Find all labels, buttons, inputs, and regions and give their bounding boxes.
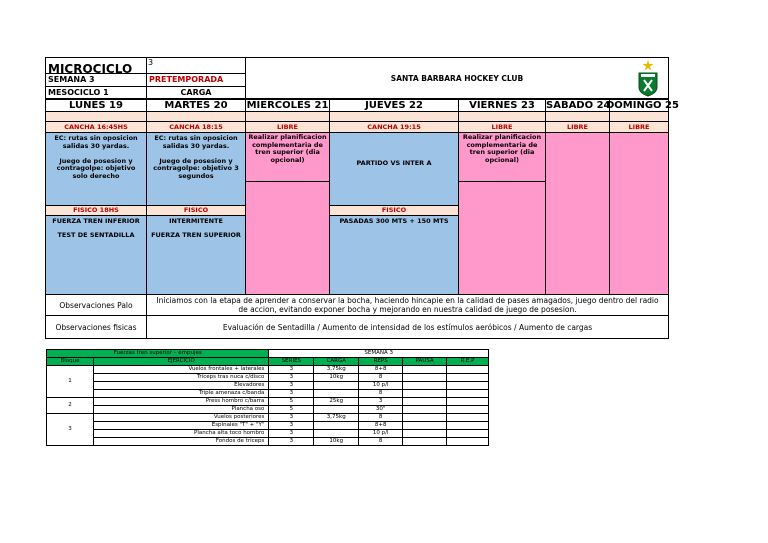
thursday-fisico-detail [329,215,459,295]
series-cell: 3 [269,414,314,422]
exercise-table-week: SEMANA 3 [269,350,489,358]
reps-cell: 3 [359,398,403,406]
reps-cell: 30" [359,406,403,414]
microciclo-cell [45,57,147,74]
day-header-monday: LUNES 19 [45,99,147,112]
monday-fisico-line1: FUERZA TREN INFERIOR [52,217,140,225]
reps-cell: 10 p/l [359,430,403,438]
microciclo-label: MICROCICLO [48,62,133,76]
pausa-cell [403,430,447,438]
monday-main: EC: rutas sin oposicion salidas 30 yardas. Juego de posesion y contragolpe: objetivo solo derecho [45,132,147,206]
monday-session: CANCHA 16:45HS [45,121,147,133]
table-row [47,438,489,446]
thursday-session: CANCHA 19:15 [329,121,459,133]
rep-cell [447,422,489,430]
col-header: EJERCICIO [93,358,269,366]
rep-cell [447,398,489,406]
series-cell: 3 [269,422,314,430]
carga-cell [314,422,359,430]
reps-cell: 8 [359,390,403,398]
ejercicio-cell: Fondos de triceps [93,438,269,446]
table-row [47,366,489,374]
carga-cell: 3,75kg [314,414,359,422]
carga-cell: 25kg [314,398,359,406]
friday-main [458,132,546,182]
exercise-table-title: Fuerzas tren superior – empujes [47,350,269,358]
day-header-friday: VIERNES 23 [458,99,546,112]
tuesday-fisico-line1: INTERMITENTE [169,217,223,225]
rep-cell [447,374,489,382]
table-row [47,414,489,422]
rep-cell [447,430,489,438]
ejercicio-cell: Triceps tras nuca c/disco [93,374,269,382]
ejercicio-cell: Plancha oso [93,406,269,414]
col-header: R.E.P [447,358,489,366]
microciclo-value: 3 [146,57,246,74]
day-header-wednesday: MIERCOLES 21 [246,100,329,111]
carga-cell: 10kg [314,374,359,382]
wednesday-session: LIBRE [245,121,330,133]
friday-main-text: Realizar planificacion complementaria de tren superior (dia opcional) [462,133,542,164]
tuesday-fisico-detail [146,215,246,295]
observaciones-palo-label: Observaciones Palo [45,294,147,316]
col-header: REPS [359,358,403,366]
thursday-fisico: FISICO [329,205,459,216]
monday-fisico: FISICO 18HS [45,205,147,216]
pausa-cell [403,406,447,414]
table-row [47,406,489,414]
saturday-main [545,132,610,295]
pausa-cell [403,390,447,398]
observaciones-fisicas-text: Evaluación de Sentadilla / Aumento de intensidad de los estímulos aeróbicos / Aumento de cargas [146,315,669,339]
day-header-thursday: JUEVES 22 [329,99,459,112]
pausa-cell [403,374,447,382]
pausa-cell [403,398,447,406]
monday-fisico-line2: TEST DE SENTADILLA [57,230,135,239]
table-row [47,382,489,390]
carga-cell [314,382,359,390]
friday-session: LIBRE [458,121,546,133]
saturday-session: LIBRE [545,121,610,133]
carga-cell: 10kg [314,438,359,446]
ejercicio-cell: Espinales "T" + "Y" [93,422,269,430]
ejercicio-cell: Vuelos posteriores [93,414,269,422]
rep-cell [447,438,489,446]
thursday-fisico-line1: PASADAS 300 MTS + 150 MTS [339,217,449,225]
series-cell: 5 [269,406,314,414]
monday-fisico-detail [45,215,147,295]
thursday-main: PARTIDO VS INTER A [329,132,459,206]
day-header-tuesday: MARTES 20 [146,99,246,112]
wednesday-main: Realizar planificacion complementaria de tren superior (dia opcional) [245,132,330,182]
col-header: CARGA [314,358,359,366]
pausa-cell [403,366,447,374]
ejercicio-cell: Press hombro c/barra [93,398,269,406]
rep-cell [447,390,489,398]
pausa-cell [403,414,447,422]
carga-label: CARGA [146,86,246,99]
table-row [47,422,489,430]
tuesday-session: CANCHA 18:15 [146,121,246,133]
reps-cell: 8 [359,438,403,446]
col-header: SERIES [269,358,314,366]
carga-cell [314,430,359,438]
rep-cell [447,366,489,374]
mesociclo-label: MESOCICLO 1 [45,86,147,99]
observaciones-palo-text: Iniciamos con la etapa de aprender a conservar la bocha, haciendo hincapie en la calidad de pases amagados, juego dentro del radio de accion, evitando exponer bocha y mejorando en nuestra calidad de juego de posesion. [146,294,669,316]
ejercicio-cell: Plancha alta toco hombro [93,430,269,438]
table-row [47,390,489,398]
ejercicio-cell: Elevadores [93,382,269,390]
ejercicio-cell: Triple amenaza c/banda [93,390,269,398]
table-row [47,398,489,406]
reps-cell: 8 [359,414,403,422]
bloque-cell: 2 [47,398,94,414]
exercise-table-header [47,358,489,366]
series-cell: 3 [269,374,314,382]
day-header-sunday: DOMINGO 25 [606,100,679,111]
rep-cell [447,406,489,414]
pausa-cell [403,422,447,430]
pretemporada-label: PRETEMPORADA [146,73,246,87]
reps-cell: 8 [359,374,403,382]
rep-cell [447,414,489,422]
bloque-cell: 3 [47,414,94,446]
carga-cell: 3,75kg [314,366,359,374]
table-row [47,374,489,382]
tuesday-fisico-line2: FUERZA TREN SUPERIOR [151,230,241,239]
series-cell: 3 [269,438,314,446]
club-name: SANTA BARBARA HOCKEY CLUB [390,74,524,83]
pausa-cell [403,438,447,446]
friday-empty [458,181,546,295]
semana-label: SEMANA 3 [45,73,147,87]
sunday-session: LIBRE [609,121,669,133]
pausa-cell [403,382,447,390]
exercise-table [46,349,489,446]
club-logo-icon [637,59,659,101]
series-cell: 3 [269,430,314,438]
series-cell: 5 [269,398,314,406]
rep-cell [447,382,489,390]
series-cell: 3 [269,382,314,390]
series-cell: 3 [269,366,314,374]
club-header [245,57,669,99]
tuesday-main: EC: rutas sin oposicion salidas 30 yardas. Juego de posesion y contragolpe: objetivo 3 segundos [146,132,246,206]
table-row [47,430,489,438]
day-header-saturday: SABADO 24 [546,100,611,111]
tuesday-fisico: FISICO [146,205,246,216]
bloque-cell: 1 [47,366,94,398]
observaciones-fisicas-label: Observaciones fisicas [45,315,147,339]
carga-cell [314,406,359,414]
col-header: PAUSA [403,358,447,366]
reps-cell: 10 p/l [359,382,403,390]
carga-cell [314,390,359,398]
sunday-main [609,132,669,295]
wednesday-empty [245,181,330,295]
series-cell: 3 [269,390,314,398]
col-header: Bloque [47,358,94,366]
ejercicio-cell: Vuelos frontales + laterales [93,366,269,374]
reps-cell: 8+8 [359,422,403,430]
reps-cell: 8+8 [359,366,403,374]
